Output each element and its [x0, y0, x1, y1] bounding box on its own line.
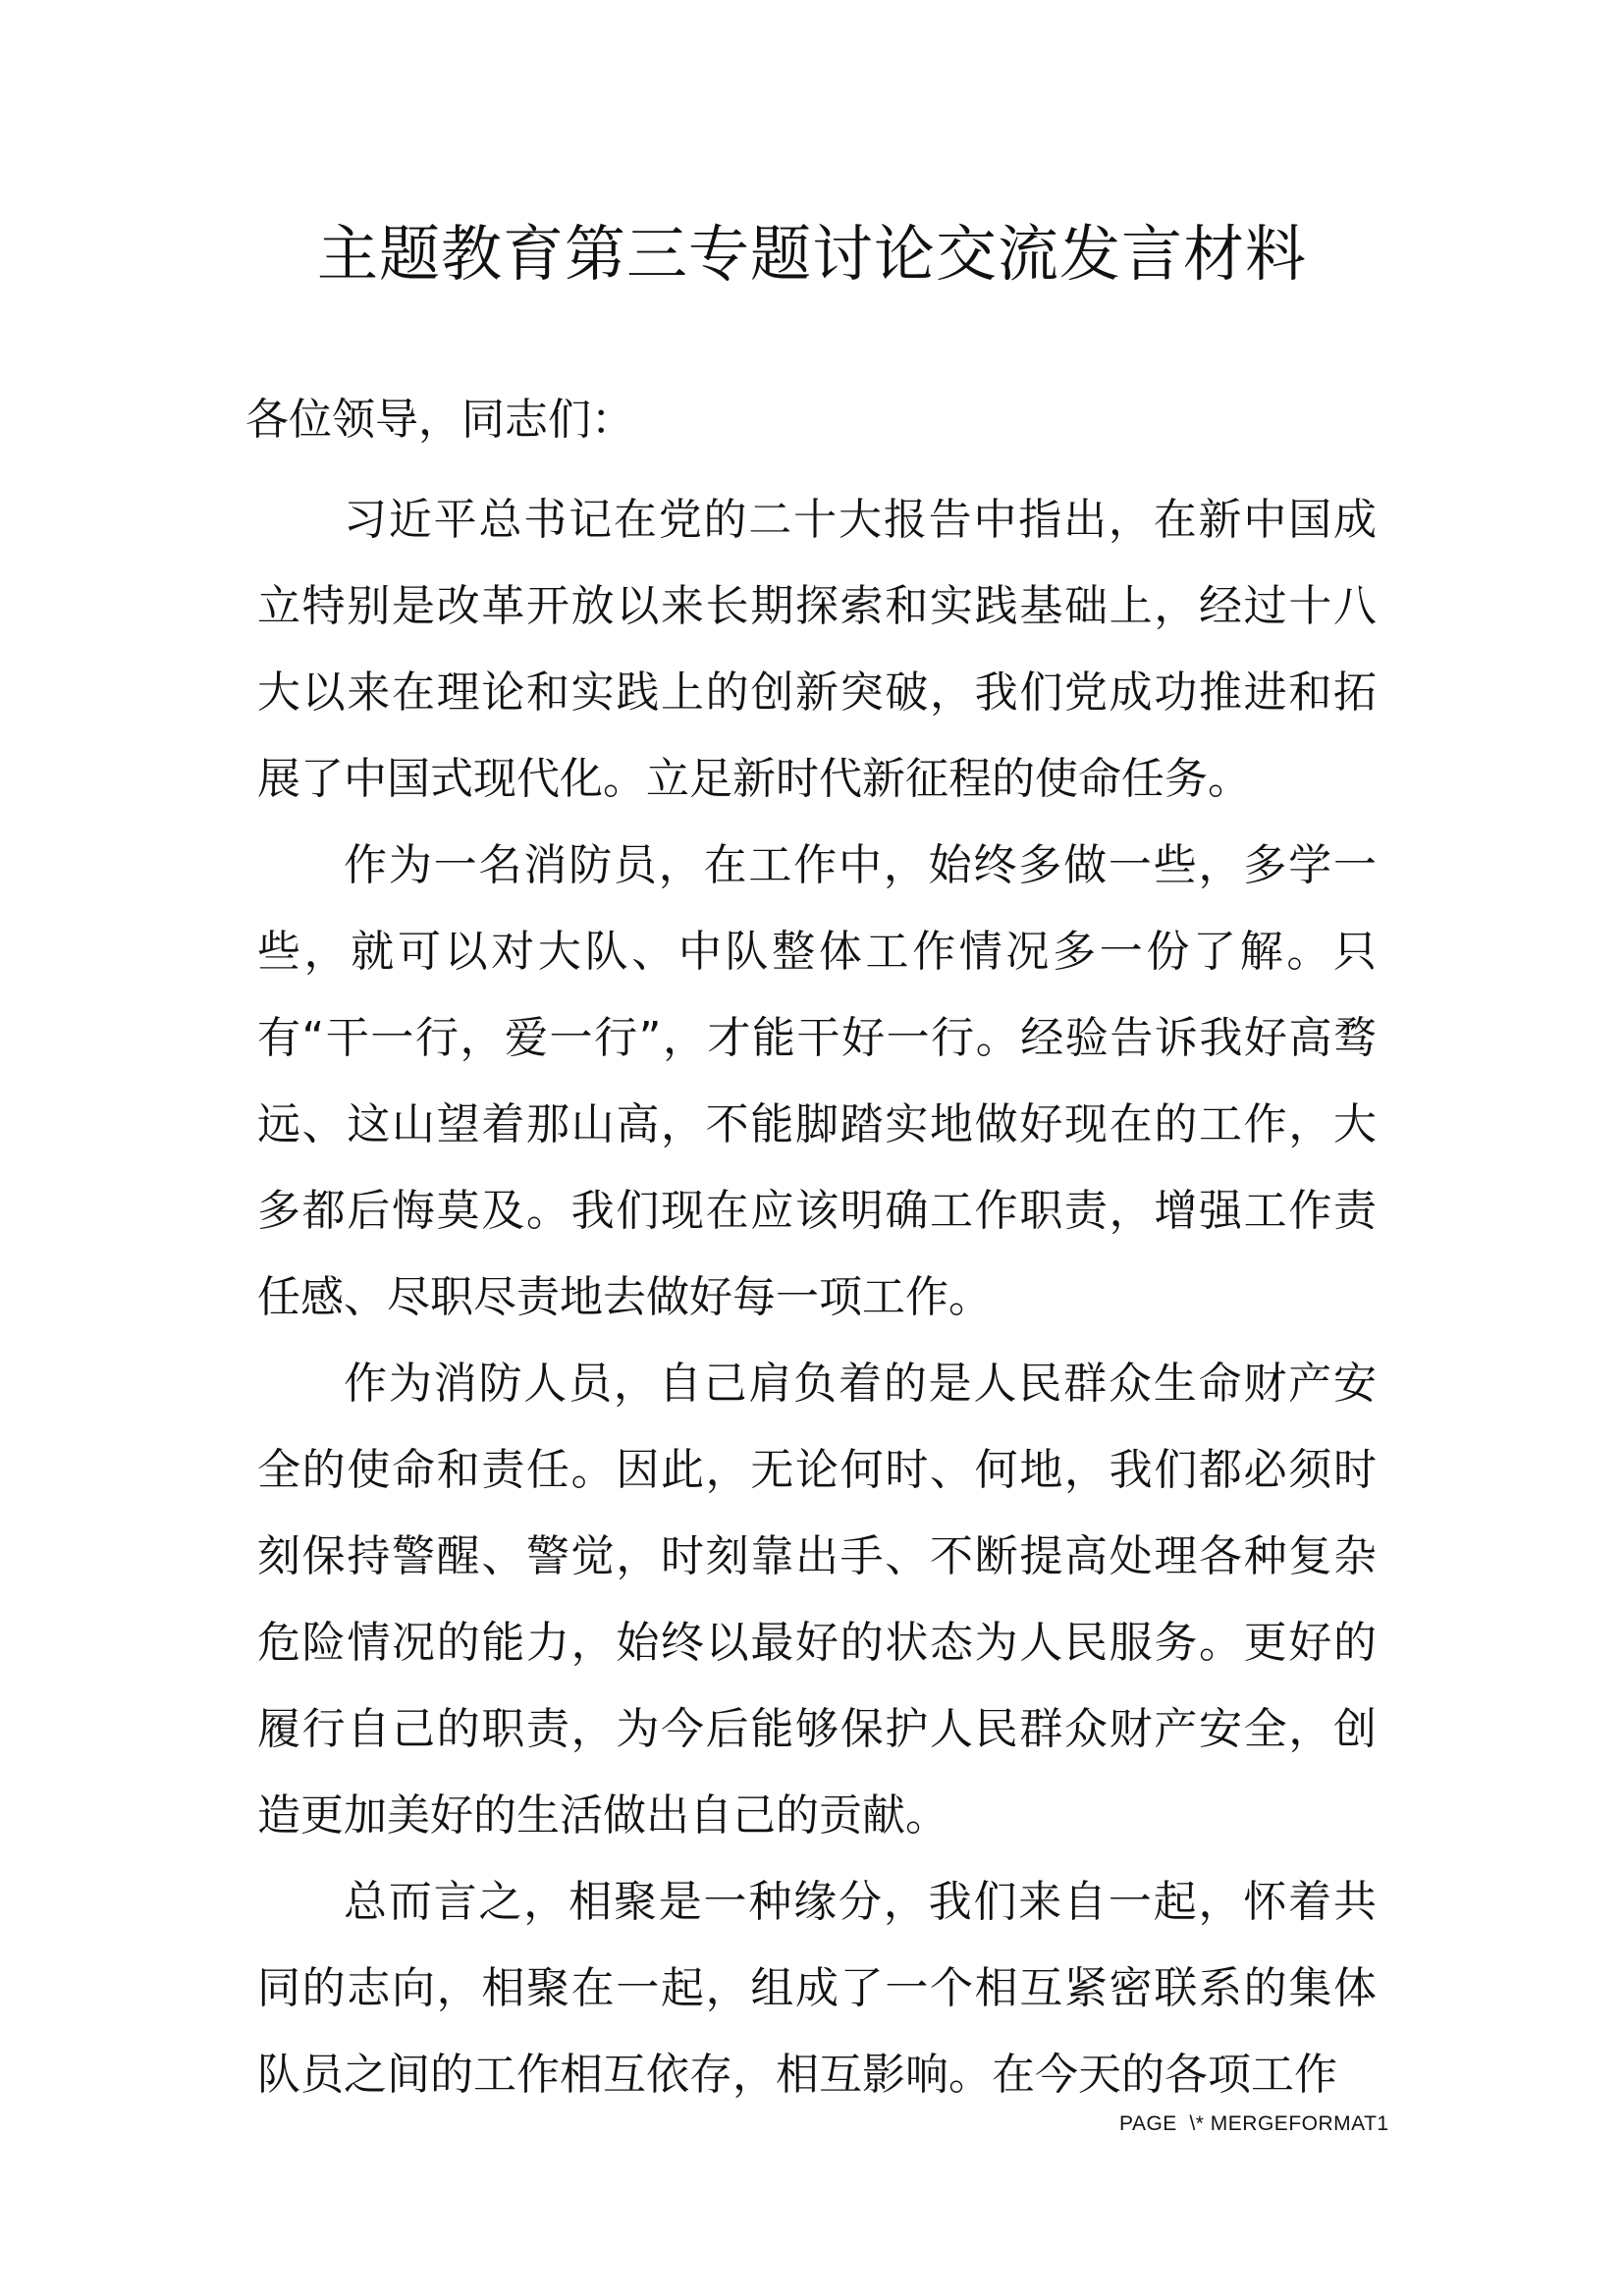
page-footer: PAGE \* MERGEFORMAT1: [1119, 2112, 1389, 2135]
paragraph-1: 习近平总书记在党的二十大报告中指出，在新中国成立特别是改革开放以来长期探索和实践基础上，经过十八大以来在理论和实践上的创新突破，我们党成功推进和拓展了中国式现代化。立足新时代新征程的使命任务。: [257, 495, 1377, 804]
document-body: [257, 477, 1377, 2118]
document-title: 主题教育第三专题讨论交流发言材料: [316, 218, 1307, 290]
paragraph-4: 总而言之，相聚是一种缘分，我们来自一起，怀着共同的志向，相聚在一起，组成了一个相互紧密联系的集体队员之间的工作相互依存，相互影响。在今天的各项工作: [257, 1877, 1377, 2100]
paragraph-3: 作为消防人员，自己肩负着的是人民群众生命财产安全的使命和责任。因此，无论何时、何地，我们都必须时刻保持警醒、警觉，时刻靠出手、不断提高处理各种复杂危险情况的能力，始终以最好的状态为人民服务。更好的履行自己的职责，为今后能够保护人民群众财产安全，创造更加美好的生活做出自己的贡献。: [257, 1359, 1377, 1841]
salutation: 各位领导，同志们：: [245, 395, 634, 445]
paragraph-2: 作为一名消防员，在工作中，始终多做一些，多学一些，就可以对大队、中队整体工作情况多一份了解。只有“干一行，爱一行”，才能干好一行。经验告诉我好高骛远、这山望着那山高，不能脚踏实地做好现在的工作，大多都后悔莫及。我们现在应该明确工作职责，增强工作责任感、尽职尽责地去做好每一项工作。: [257, 840, 1377, 1322]
